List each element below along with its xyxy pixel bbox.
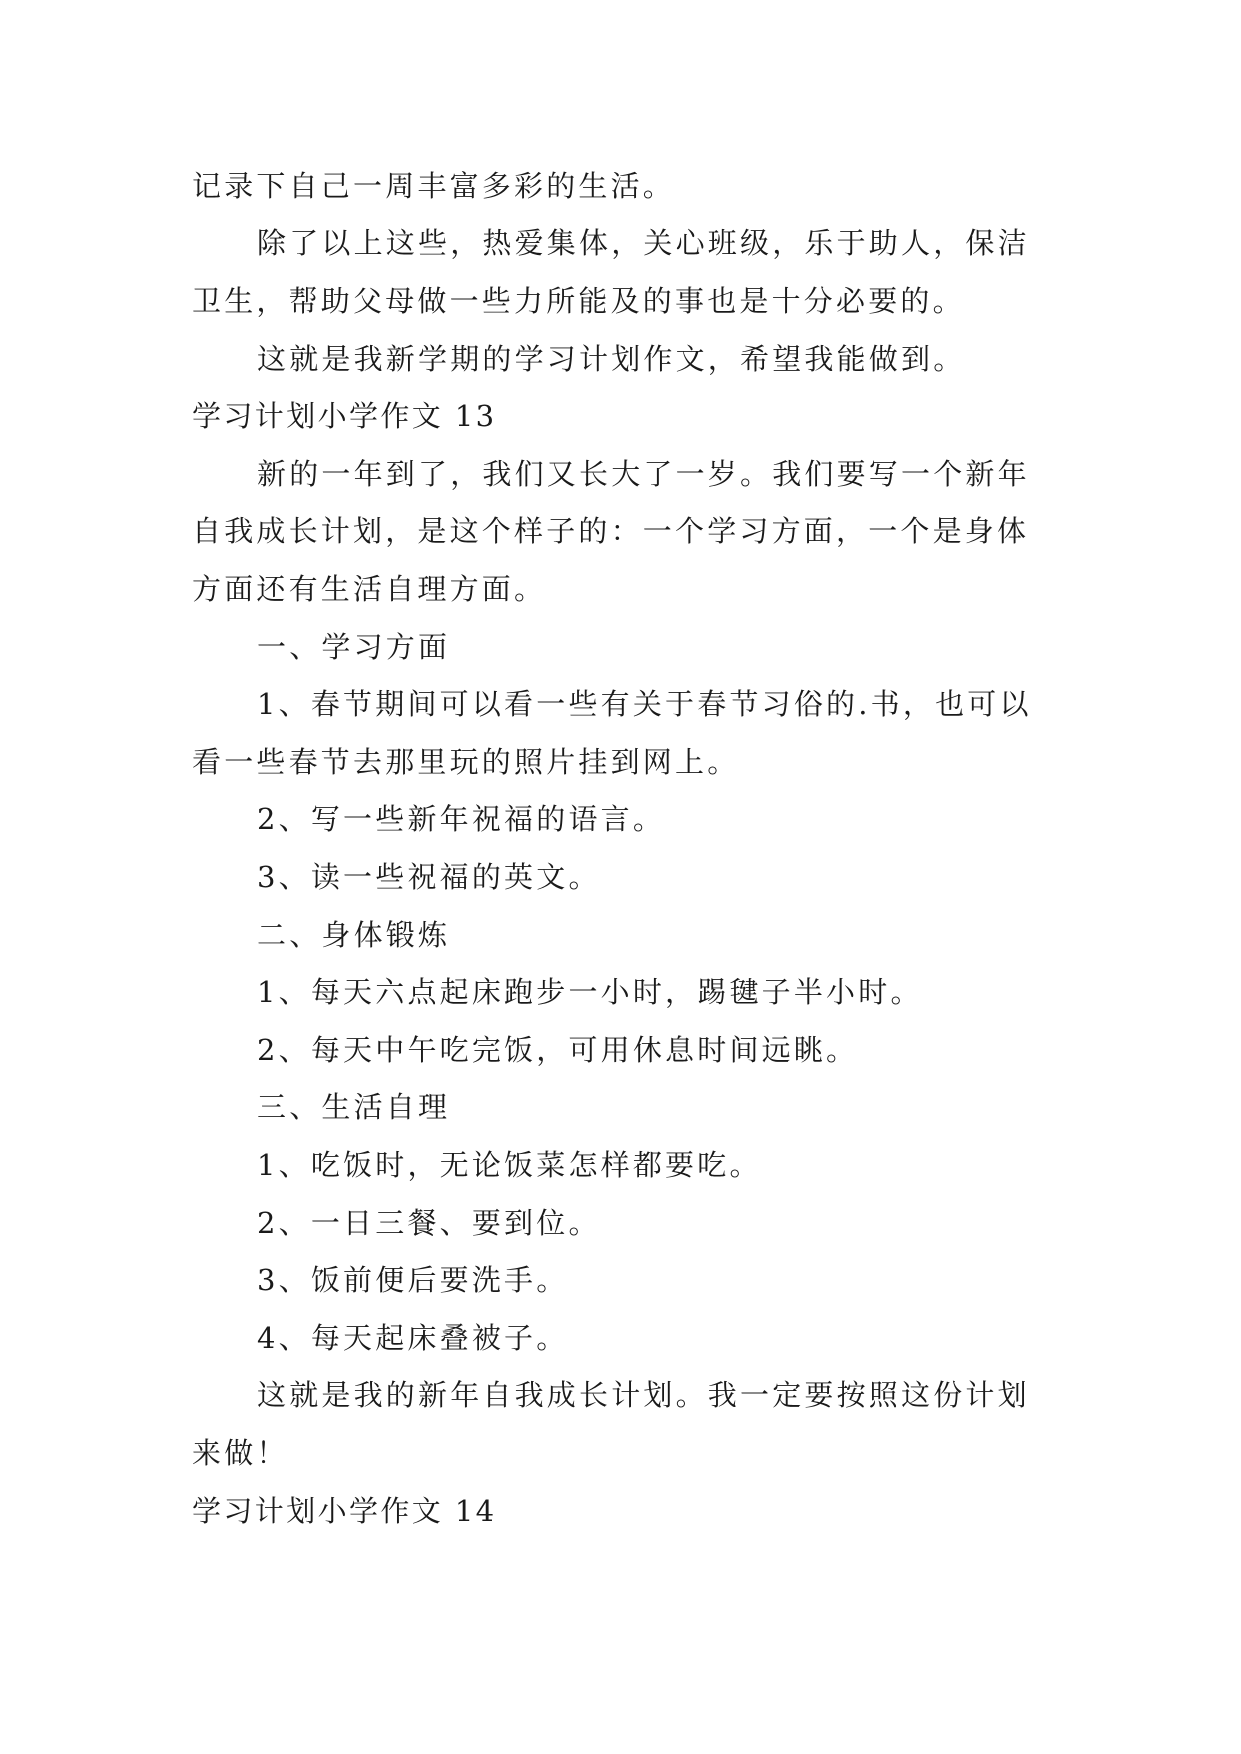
paragraph-line: 除了以上这些，热爱集体，关心班级，乐于助人，保洁 (257, 226, 1030, 260)
subsection-heading: 三、生活自理 (257, 1090, 451, 1124)
list-item: 1、吃饭时，无论饭菜怎样都要吃。 (257, 1148, 762, 1182)
section-heading: 学习计划小学作文 14 (192, 1494, 497, 1528)
subsection-heading: 二、身体锻炼 (257, 918, 451, 952)
paragraph-line: 新的一年到了，我们又长大了一岁。我们要写一个新年 (257, 457, 1030, 491)
paragraph-line: 这就是我的新年自我成长计划。我一定要按照这份计划 (257, 1378, 1030, 1412)
list-item-continuation: 看一些春节去那里玩的照片挂到网上。 (192, 745, 740, 779)
paragraph-line: 记录下自己一周丰富多彩的生活。 (192, 169, 676, 203)
paragraph-line: 方面还有生活自理方面。 (192, 572, 547, 606)
list-item: 2、写一些新年祝福的语言。 (257, 802, 666, 836)
list-item: 4、每天起床叠被子。 (257, 1321, 569, 1355)
list-item: 1、春节期间可以看一些有关于春节习俗的.书，也可以 (257, 687, 1032, 721)
list-item: 1、每天六点起床跑步一小时，踢毽子半小时。 (257, 975, 923, 1009)
list-item: 2、一日三餐、要到位。 (257, 1206, 601, 1240)
list-item: 3、饭前便后要洗手。 (257, 1263, 569, 1297)
subsection-heading: 一、学习方面 (257, 630, 451, 664)
list-item: 2、每天中午吃完饭，可用休息时间远眺。 (257, 1033, 859, 1067)
paragraph-line: 这就是我新学期的学习计划作文，希望我能做到。 (257, 342, 966, 376)
paragraph-line: 卫生，帮助父母做一些力所能及的事也是十分必要的。 (192, 284, 965, 318)
list-item: 3、读一些祝福的英文。 (257, 860, 601, 894)
paragraph-line: 自我成长计划，是这个样子的：一个学习方面，一个是身体 (192, 514, 1030, 548)
section-heading: 学习计划小学作文 13 (192, 399, 497, 433)
paragraph-line: 来做！ (192, 1436, 289, 1470)
